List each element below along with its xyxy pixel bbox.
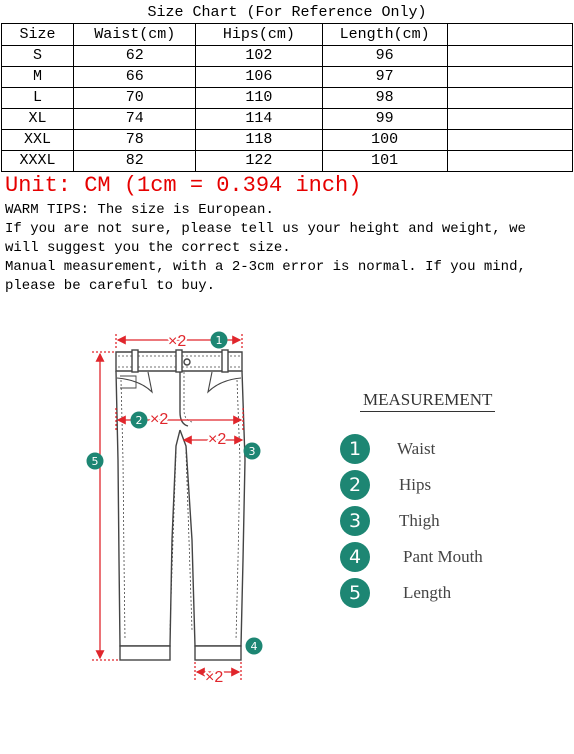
empty-cell	[447, 46, 572, 67]
pant-mouth-marker: 4	[250, 640, 258, 653]
waist-cell: 70	[74, 88, 196, 109]
size-cell: M	[2, 67, 74, 88]
length-cell: 101	[322, 151, 447, 172]
tip-line: Manual measurement, with a 2-3cm error is normal. If you mind,	[5, 259, 526, 275]
legend-number-badge: 4	[340, 542, 370, 572]
tip-line: please be careful to buy.	[5, 278, 216, 294]
waist-marker: 1	[215, 334, 223, 347]
tip-line: If you are not sure, please tell us your height and weight, we	[5, 221, 526, 237]
thigh-multiplier-label: ×2	[208, 431, 227, 448]
column-header-waist: Waist(cm)	[74, 24, 196, 46]
legend-label: Thigh	[399, 511, 440, 530]
pants-measurement-diagram	[0, 300, 574, 754]
empty-cell	[447, 109, 572, 130]
size-cell: XXL	[2, 130, 74, 151]
legend-label: Waist	[397, 439, 436, 458]
hips-cell: 110	[196, 88, 322, 109]
legend-number-badge: 1	[340, 434, 370, 464]
hips-cell: 114	[196, 109, 322, 130]
waist-cell: 78	[74, 130, 196, 151]
size-cell: S	[2, 46, 74, 67]
size-cell: XL	[2, 109, 74, 130]
tip-line: will suggest you the correct size.	[5, 240, 291, 256]
thigh-marker: 3	[248, 445, 256, 458]
column-header-size: Size	[2, 24, 74, 46]
table-row	[2, 46, 573, 67]
hips-cell: 102	[196, 46, 322, 67]
warm-tips-line: WARM TIPS: The size is European.	[5, 202, 274, 218]
legend-label: Length	[403, 583, 452, 602]
hips-marker: 2	[135, 414, 143, 427]
length-cell: 99	[322, 109, 447, 130]
waist-cell: 62	[74, 46, 196, 67]
waist-cell: 66	[74, 67, 196, 88]
legend-number-badge: 2	[340, 470, 370, 500]
legend-label: Hips	[399, 475, 432, 494]
legend-number-badge: 3	[340, 506, 370, 536]
hips-cell: 118	[196, 130, 322, 151]
table-header-row	[2, 24, 573, 46]
waist-cell: 74	[74, 109, 196, 130]
column-header-empty	[447, 24, 572, 46]
length-marker: 5	[91, 455, 99, 468]
pants-illustration	[116, 350, 245, 660]
empty-cell	[447, 130, 572, 151]
size-cell: L	[2, 88, 74, 109]
column-header-hips: Hips(cm)	[196, 24, 322, 46]
length-cell: 98	[322, 88, 447, 109]
unit-conversion-note: Unit: CM (1cm = 0.394 inch)	[5, 173, 362, 198]
legend-label: Pant Mouth	[403, 547, 483, 566]
column-header-length: Length(cm)	[322, 24, 447, 46]
hips-cell: 106	[196, 67, 322, 88]
table-row	[2, 109, 573, 130]
legend-number-badge: 5	[340, 578, 370, 608]
table-row	[2, 67, 573, 88]
empty-cell	[447, 151, 572, 172]
table-row	[2, 130, 573, 151]
table-row	[2, 151, 573, 172]
waist-cell: 82	[74, 151, 196, 172]
empty-cell	[447, 88, 572, 109]
length-cell: 96	[322, 46, 447, 67]
waist-multiplier-label: ×2	[168, 333, 187, 350]
pant-mouth-multiplier-label: ×2	[205, 669, 224, 686]
table-row	[2, 88, 573, 109]
size-chart-table	[1, 23, 573, 172]
length-cell: 100	[322, 130, 447, 151]
legend-title: MEASUREMENT	[360, 390, 495, 412]
size-cell: XXXL	[2, 151, 74, 172]
empty-cell	[447, 67, 572, 88]
hips-multiplier-label: ×2	[150, 411, 169, 428]
hips-cell: 122	[196, 151, 322, 172]
length-cell: 97	[322, 67, 447, 88]
size-chart-title: Size Chart (For Reference Only)	[147, 4, 427, 21]
